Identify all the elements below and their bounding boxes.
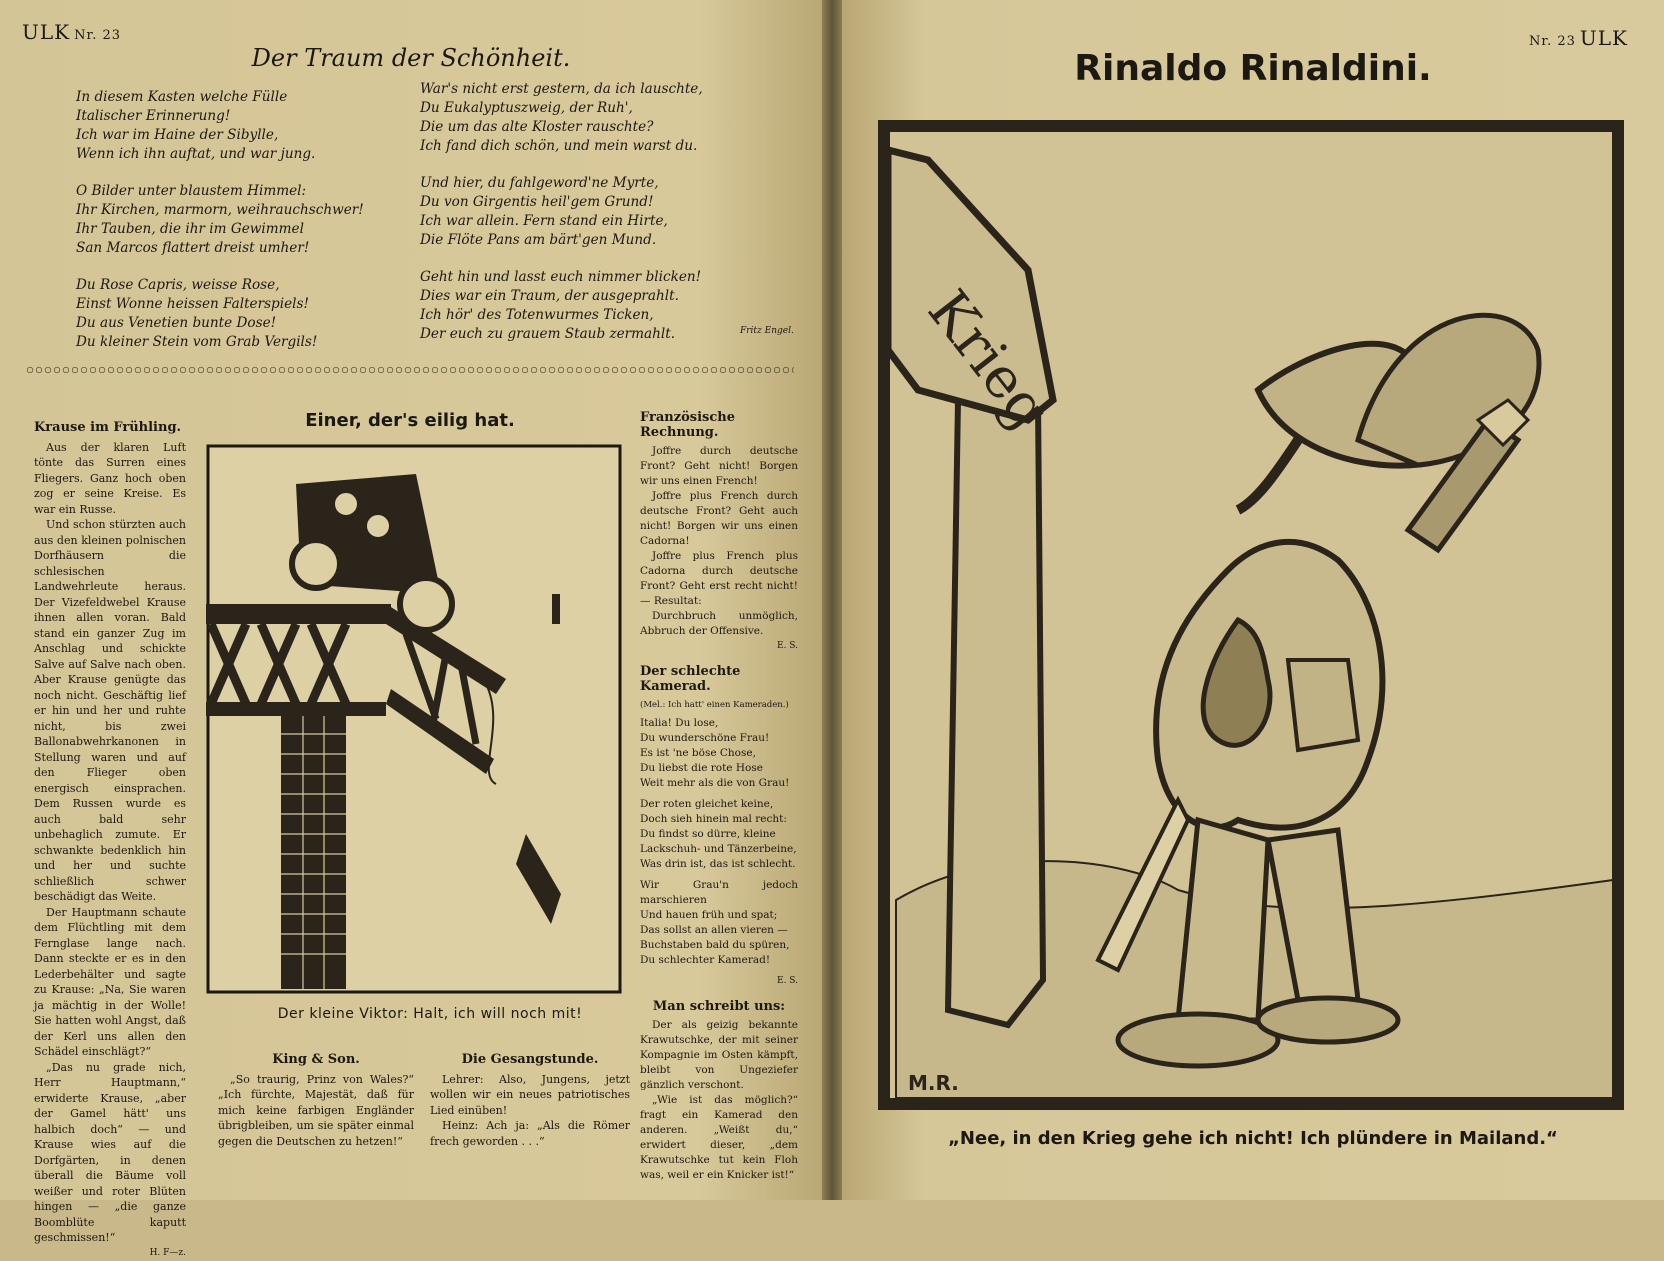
- poem-line: Ihr Tauben, die ihr im Gewimmel: [76, 220, 406, 239]
- kamerad-author: E. S.: [640, 974, 798, 989]
- schreibt-title: Man schreibt uns:: [640, 999, 798, 1014]
- poem-line: Der euch zu grauem Staub zermahlt.: [420, 325, 760, 344]
- king-son-text: „So traurig, Prinz von Wales?“ „Ich fürchte, Majestät, daß für mich keine farbigen Engländer übrigbleiben, um sie später einmal gegen die Deutschen zu hetzen!“: [218, 1072, 414, 1150]
- verse-line: Das sollst an allen vieren —: [640, 923, 798, 938]
- poem-line: Du aus Venetien bunte Dose!: [76, 314, 406, 333]
- rechnung-paragraph: Joffre durch deutsche Front? Geht nicht! Borgen wir uns einen French!: [640, 444, 798, 489]
- krause-paragraph: Der Hauptmann schaute dem Flüchtling mit dem Fernglase lange nach. Dann steckte er es in den Lederbehälter und sagte zu Krause: „Na, Sie waren ja mächtig in der Wolle! Sie hatten wohl Angst, daß der Kerl uns allen den Schädel einschlägt?“: [34, 905, 186, 1060]
- cartoon-title: Einer, der's eilig hat.: [210, 410, 610, 431]
- book-gutter: [822, 0, 842, 1200]
- poem-title: Der Traum der Schönheit.: [0, 44, 822, 72]
- poem-right-column: [420, 80, 760, 362]
- rinaldini-illustration: [878, 120, 1624, 1110]
- poem-line: Ich war im Haine der Sibylle,: [76, 126, 406, 145]
- poem-stanza: [76, 276, 406, 352]
- verse-line: Was drin ist, das ist schlecht.: [640, 857, 798, 872]
- poem-line: O Bilder unter blaustem Himmel:: [76, 182, 406, 201]
- rechnung-title: Französische Rechnung.: [640, 410, 798, 440]
- sign-text: Krieg: [915, 279, 1062, 442]
- poem-line: War's nicht erst gestern, da ich lauschte,: [420, 80, 760, 99]
- poem-line: Geht hin und lasst euch nimmer blicken!: [420, 268, 760, 287]
- kamerad-melody: (Mel.: Ich hatt' einen Kameraden.): [640, 698, 798, 713]
- verse-line: Der roten gleichet keine,: [640, 797, 798, 812]
- kamerad-title: Der schlechte Kamerad.: [640, 664, 798, 694]
- issue-number: Nr. 23: [74, 28, 121, 43]
- schreibt-paragraph: „Wie ist das möglich?“ fragt ein Kamerad den anderen. „Weißt du,“ erwidert dieser, „dem Krawutschke tut kein Floh was, weil er ein Knicker ist!“: [640, 1093, 798, 1183]
- right-page: [842, 0, 1664, 1200]
- poem-stanza: [76, 88, 406, 164]
- cartoon-title: Rinaldo Rinaldini.: [842, 48, 1664, 89]
- cartoon-illustration: [206, 444, 622, 994]
- artist-signature: M.R.: [908, 1071, 959, 1095]
- verse-line: Lackschuh- und Tänzerbeine,: [640, 842, 798, 857]
- poem-line: Die Flöte Pans am bärt'gen Mund.: [420, 231, 760, 250]
- kamerad-stanza: [640, 878, 798, 968]
- verse-line: Es ist 'ne böse Chose,: [640, 746, 798, 761]
- poem-line: Ich fand dich schön, und mein warst du.: [420, 137, 760, 156]
- poem-line: Ihr Kirchen, marmorn, weihrauchschwer!: [76, 201, 406, 220]
- verse-line: Weit mehr als die von Grau!: [640, 776, 798, 791]
- poem-line: San Marcos flattert dreist umher!: [76, 239, 406, 258]
- krause-article: [34, 420, 186, 1261]
- poem-line: Du von Girgentis heil'gem Grund!: [420, 193, 760, 212]
- poem-line: In diesem Kasten welche Fülle: [76, 88, 406, 107]
- kamerad-stanza: [640, 797, 798, 872]
- poem-stanza: [420, 268, 760, 344]
- krause-paragraph: Und schon stürzten auch aus den kleinen polnischen Dorfhäusern die schlesischen Landwehrleute heraus. Der Vizefeldwebel Krause ihnen allen voran. Bald stand ein ganzer Zug im Anschlag und schickte Salve auf Salve nach oben. Aber Krause genügte das noch nicht. Geschäftig lief er hin und her und ruhte nicht, bis zwei Ballonabwehrkanonen in Stellung waren und auf den Flieger oben energisch einsprachen. Dem Russen wurde es auch bald sehr unbehaglich zumute. Er schwankte bedenklich hin und her und suchte schließlich schwer beschädigt das Weite.: [34, 517, 186, 905]
- magazine-name: ULK: [1580, 26, 1628, 50]
- krause-paragraph: „Das nu grade nich, Herr Hauptmann,“ erwiderte Krause, „aber der Gamel hätt' uns halbich doch“ — und Krause wies auf die Dorfgärten, in denen überall die Bäume voll weißer und roter Blüten hingen — „die ganze Boomblüte kaputt geschmissen!“: [34, 1060, 186, 1246]
- verse-line: Du schlechter Kamerad!: [640, 953, 798, 968]
- poem-line: Die um das alte Kloster rauschte?: [420, 118, 760, 137]
- right-running-head: [1525, 26, 1628, 50]
- poem-line: Dies war ein Traum, der ausgeprahlt.: [420, 287, 760, 306]
- rechnung-paragraph: Joffre plus French durch deutsche Front? Geht auch nicht! Borgen wir uns einen Cadorna!: [640, 489, 798, 549]
- gesangstunde-article: [430, 1052, 630, 1149]
- verse-line: Und hauen früh und spat;: [640, 908, 798, 923]
- rechnung-paragraph: Joffre plus French plus Cadorna durch deutsche Front? Geht erst recht nicht! — Resultat:: [640, 549, 798, 609]
- verse-line: Du findst so dürre, kleine: [640, 827, 798, 842]
- gesangstunde-title: Die Gesangstunde.: [430, 1052, 630, 1068]
- chain-divider: [26, 366, 794, 374]
- poem-line: Du Rose Capris, weisse Rose,: [76, 276, 406, 295]
- krause-title: Krause im Frühling.: [34, 420, 186, 436]
- issue-number: Nr. 23: [1529, 34, 1576, 49]
- right-text-column: [640, 410, 798, 1183]
- poem-stanza: [76, 182, 406, 258]
- krause-paragraph: Aus der klaren Luft tönte das Surren eines Fliegers. Ganz hoch oben zog er seine Kreise. Es war ein Russe.: [34, 440, 186, 518]
- poem-author: Fritz Engel.: [740, 326, 794, 336]
- schreibt-paragraph: Der als geizig bekannte Krawutschke, der mit seiner Kompagnie im Osten kämpft, bleibt von Ungeziefer gänzlich verschont.: [640, 1018, 798, 1093]
- poem-line: Du kleiner Stein vom Grab Vergils!: [76, 333, 406, 352]
- poem-line: Ich hör' des Totenwurmes Ticken,: [420, 306, 760, 325]
- poem-line: Und hier, du fahlgeword'ne Myrte,: [420, 174, 760, 193]
- krause-author: H. F—z.: [34, 1246, 186, 1261]
- gesangstunde-text: Lehrer: Also, Jungens, jetzt wollen wir ein neues patriotisches Lied einüben!: [430, 1072, 630, 1119]
- verse-line: Doch sieh hinein mal recht:: [640, 812, 798, 827]
- poem-line: Einst Wonne heissen Falterspiels!: [76, 295, 406, 314]
- kamerad-stanza: [640, 716, 798, 791]
- poem-line: Italischer Erinnerung!: [76, 107, 406, 126]
- poem-stanza: [420, 174, 760, 250]
- magazine-name: ULK: [22, 20, 70, 44]
- verse-line: Italia! Du lose,: [640, 716, 798, 731]
- verse-line: Du liebst die rote Hose: [640, 761, 798, 776]
- poem-stanza: [420, 80, 760, 156]
- king-son-title: King & Son.: [218, 1052, 414, 1068]
- poem-line: Wenn ich ihn auftat, und war jung.: [76, 145, 406, 164]
- poem-line: Ich war allein. Fern stand ein Hirte,: [420, 212, 760, 231]
- verse-line: Buchstaben bald du spüren,: [640, 938, 798, 953]
- poem-line: Du Eukalyptuszweig, der Ruh',: [420, 99, 760, 118]
- rechnung-paragraph: Durchbruch unmöglich, Abbruch der Offensive.: [640, 609, 798, 639]
- cartoon-caption: Der kleine Viktor: Halt, ich will noch mit!: [210, 1006, 650, 1022]
- verse-line: Wir Grau'n jedoch marschieren: [640, 878, 798, 908]
- cartoon-caption: „Nee, in den Krieg gehe ich nicht! Ich plündere in Mailand.“: [842, 1128, 1664, 1149]
- left-page: [0, 0, 822, 1200]
- rechnung-author: E. S.: [640, 639, 798, 654]
- king-son-article: [218, 1052, 414, 1149]
- left-running-head: [22, 20, 125, 44]
- gesangstunde-text: Heinz: Ach ja: „Als die Römer frech geworden . . .“: [430, 1118, 630, 1149]
- poem-left-column: [76, 88, 406, 370]
- verse-line: Du wunderschöne Frau!: [640, 731, 798, 746]
